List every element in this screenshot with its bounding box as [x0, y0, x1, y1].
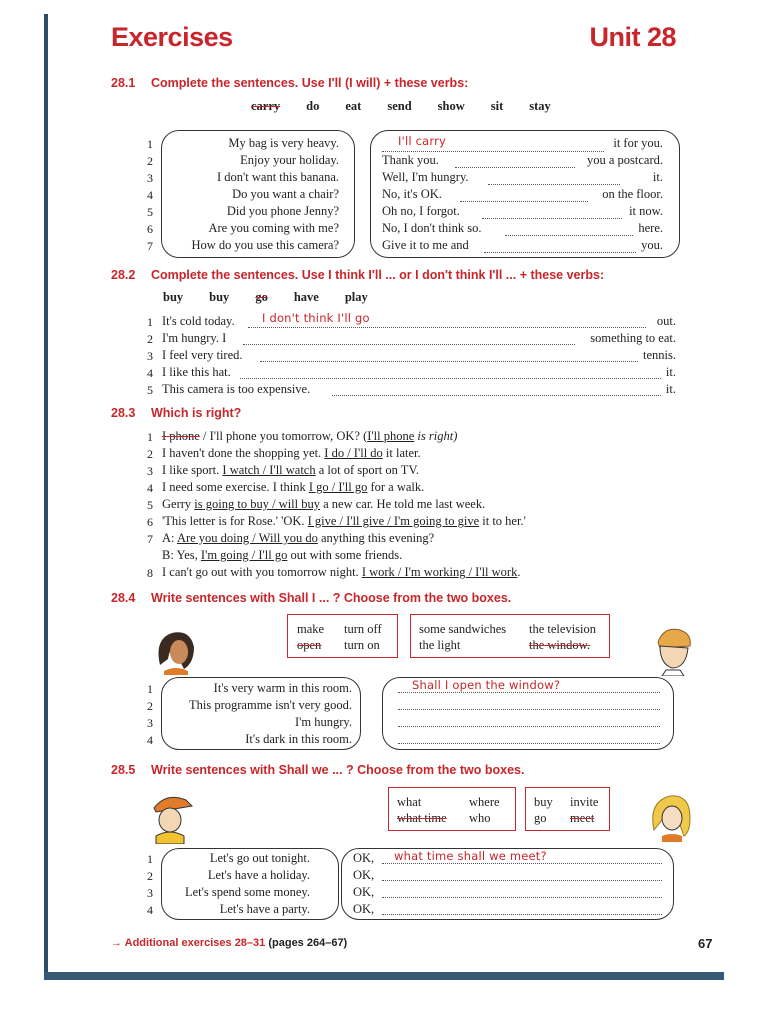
page-title: Exercises [111, 22, 233, 52]
choice-box-verbs-28-5: buy invite go meet [525, 787, 610, 831]
section-28-3-items: I phone / I'll phone you tomorrow, OK? (I'll phone is right) I haven't done the shopping yet. I do / I'll do it later. I like sport. I watch / I'll watch a lot of sport on TV. I need some exercise. I think I go / I'll go for a walk. Gerry is going to buy / will buy a new car. He told me last week. 'This letter is for Rose.' 'OK. I give / I'll give / I'm going to give it to her.' A: Are you doing / Will you do anything this evening? B: Yes, I'm going / I'll go out with some friends. I can't go out with you tomorrow night. I work / I'm working / I'll work. [162, 429, 526, 579]
verb: send [387, 99, 412, 113]
page-number: 67 [698, 936, 713, 951]
verb: stay [529, 99, 551, 113]
verb: do [306, 99, 320, 113]
girl-illustration-icon [648, 790, 694, 842]
section-28-2-starts: It's cold today. I'm hungry. I I feel very tired. I like this hat. This camera is too expensive. [162, 314, 311, 396]
verb: eat [345, 99, 362, 113]
answer-example-28-1: I'll carry [398, 134, 447, 148]
boy-with-cap-illustration-icon [148, 790, 196, 844]
number-column: 1 2 3 4 5 6 7 [147, 137, 153, 253]
additional-exercises-link[interactable]: → Additional exercises 28–31 (pages 264–67) [111, 937, 348, 949]
verb-list-28-2: buy buy go have play [163, 290, 368, 304]
section-28-2-title: 28.2 Complete the sentences. Use I think I'll ... or I don't think I'll ... + these verbs: [111, 268, 605, 282]
verb: show [437, 99, 465, 113]
answer-example-28-2: I don't think I'll go [262, 311, 370, 325]
choice-box-question-words: what where what time who [388, 787, 516, 831]
answer-example-28-5: what time shall we meet? [394, 849, 547, 863]
section-28-4-title: 28.4 Write sentences with Shall I ... ? Choose from the two boxes. [111, 591, 512, 605]
section-28-4-left: It's very warm in this room. This programme isn't very good. I'm hungry. It's dark in this room. [189, 681, 352, 746]
section-28-5-left: Let's go out tonight. Let's have a holiday. Let's spend some money. Let's have a party. [184, 851, 310, 916]
answer-example-28-4: Shall I open the window? [412, 678, 561, 692]
choice-box-verbs: make turn off open turn on [287, 614, 398, 658]
section-28-2-ends: out. something to eat. tennis. it. it. [590, 314, 676, 396]
left-margin-rule [44, 14, 48, 980]
section-28-3-title: 28.3 Which is right? [111, 406, 242, 420]
left-sentences: My bag is very heavy. Enjoy your holiday. I don't want this banana. Do you want a chair? Did you phone Jenny? Are you coming with me? How do you use this camera? [191, 136, 339, 252]
verb: sit [490, 99, 504, 113]
section-28-5-title: 28.5 Write sentences with Shall we ... ? Choose from the two boxes. [111, 763, 525, 777]
verb-list-28-1 [251, 99, 577, 114]
choice-box-objects: some sandwiches the television the light the window. [410, 614, 610, 658]
verb: carry [251, 99, 281, 113]
section-28-1-title: 28.1 Complete the sentences. Use I'll (I will) + these verbs: [111, 76, 469, 90]
woman-illustration-icon [150, 625, 198, 675]
bottom-rule [44, 972, 724, 980]
unit-label: Unit 28 [589, 22, 676, 52]
right-endings: it for you. you a postcard. it. on the floor. it now. here. you. [586, 136, 663, 252]
man-illustration-icon [650, 624, 696, 676]
ok-column: OK, OK, OK, OK, [353, 851, 375, 916]
